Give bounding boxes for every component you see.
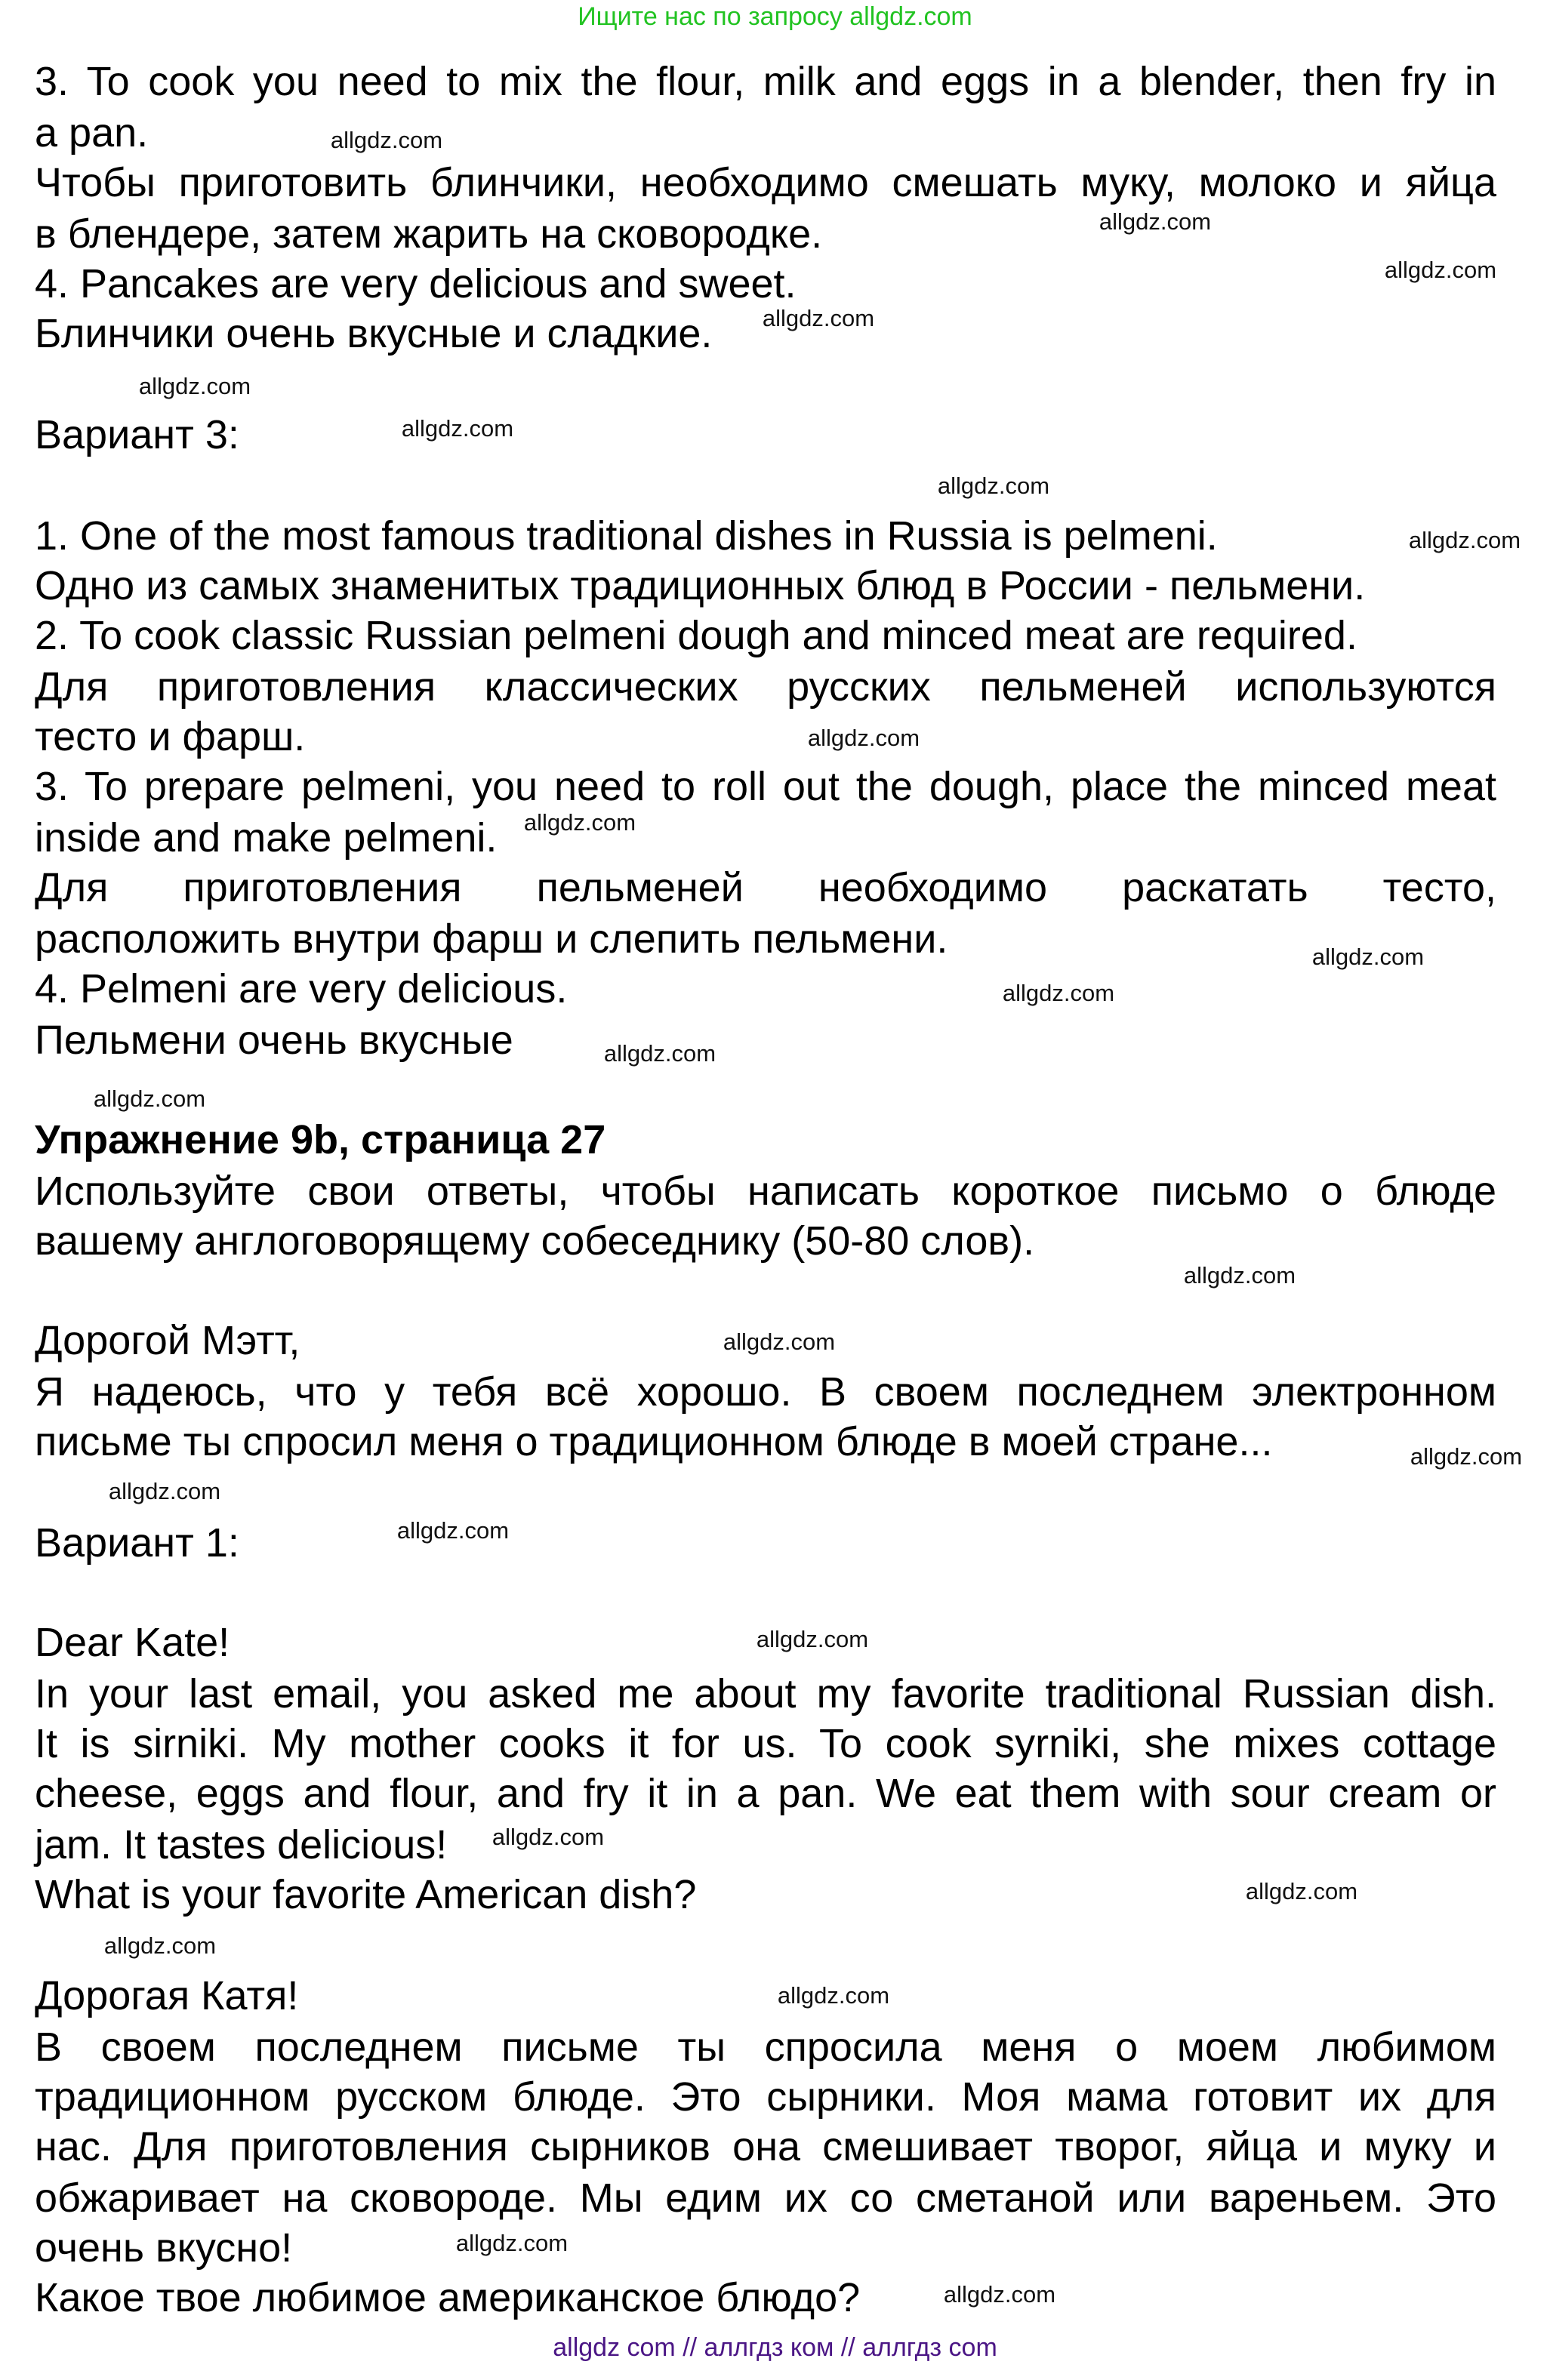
footer-banner[interactable]: allgdz com // аллгдз ком // аллгдз com (553, 2333, 997, 2362)
watermark: allgdz.com (777, 1982, 890, 2009)
text-line: In your last email, you asked me about my favorite traditional Russian dish. (35, 1671, 1496, 1716)
text-line: в блендере, затем жарить на сковородке. (35, 211, 823, 257)
text-line: jam. It tastes delicious! (35, 1822, 448, 1867)
watermark: allgdz.com (603, 1040, 716, 1067)
watermark: allgdz.com (330, 127, 443, 153)
text-line: Для приготовления классических русских пельменей используются (35, 664, 1496, 710)
text-line: Пельмени очень вкусные (35, 1018, 513, 1063)
text-line: Дорогая Катя! (35, 1973, 299, 2018)
text-line: What is your favorite American dish? (35, 1872, 697, 1917)
text-line: 3. To prepare pelmeni, you need to roll out the dough, place the minced meat (35, 764, 1496, 809)
text-line: 4. Pelmeni are very delicious. (35, 966, 568, 1011)
text-line: 3. To cook you need to mix the flour, milk and eggs in a blender, then fry in (35, 59, 1496, 104)
text-line: Вариант 1: (35, 1520, 239, 1566)
watermark: allgdz.com (1410, 1443, 1523, 1470)
watermark: allgdz.com (401, 415, 514, 442)
watermark: allgdz.com (762, 305, 875, 331)
watermark: allgdz.com (1002, 980, 1115, 1006)
watermark: allgdz.com (937, 473, 1050, 499)
text-line: Одно из самых знаменитых традиционных блюд в России - пельмени. (35, 563, 1366, 608)
text-line: Используйте свои ответы, чтобы написать короткое письмо о блюде (35, 1168, 1496, 1214)
watermark: allgdz.com (108, 1478, 221, 1504)
watermark: allgdz.com (1311, 944, 1425, 970)
watermark: allgdz.com (1384, 257, 1497, 283)
watermark: allgdz.com (1183, 1262, 1296, 1289)
text-line: обжаривает на сковороде. Мы едим их со сметаной или вареньем. Это (35, 2175, 1496, 2221)
text-line: нас. Для приготовления сырников она смешивает творог, яйца и муку и (35, 2124, 1496, 2169)
watermark: allgdz.com (723, 1329, 836, 1355)
watermark: allgdz.com (1099, 208, 1212, 235)
watermark: allgdz.com (138, 373, 251, 399)
text-line: Для приготовления пельменей необходимо раскатать тесто, (35, 865, 1496, 910)
watermark: allgdz.com (523, 809, 636, 836)
watermark: allgdz.com (93, 1085, 206, 1112)
watermark: allgdz.com (455, 2230, 569, 2256)
watermark: allgdz.com (1408, 527, 1521, 553)
watermark: allgdz.com (492, 1824, 605, 1850)
text-line: 2. To cook classic Russian pelmeni dough and minced meat are required. (35, 613, 1357, 658)
watermark: allgdz.com (943, 2281, 1056, 2308)
text-line: Dear Kate! (35, 1620, 230, 1665)
text-line: Какое твое любимое американское блюдо? (35, 2275, 861, 2320)
watermark: allgdz.com (103, 1932, 217, 1959)
watermark: allgdz.com (756, 1626, 869, 1652)
text-line: a pan. (35, 110, 149, 155)
text-line: Блинчики очень вкусные и сладкие. (35, 311, 713, 356)
text-line: В своем последнем письме ты спросила меня о моем любимом (35, 2024, 1496, 2070)
text-line: inside and make pelmeni. (35, 815, 498, 861)
text-line: Вариант 3: (35, 412, 239, 457)
watermark: allgdz.com (396, 1517, 510, 1544)
text-line: тесто и фарш. (35, 714, 306, 759)
section-heading: Упражнение 9b, страница 27 (35, 1117, 606, 1162)
text-line: вашему англоговорящему собеседнику (50-80 слов). (35, 1218, 1035, 1264)
header-banner[interactable]: Ищите нас по запросу allgdz.com (578, 2, 972, 31)
text-line: cheese, eggs and flour, and fry it in a pan. We eat them with sour cream or (35, 1771, 1496, 1816)
text-line: письме ты спросил меня о традиционном блюде в моей стране... (35, 1419, 1273, 1464)
text-line: It is sirniki. My mother cooks it for us. To cook syrniki, she mixes cottage (35, 1721, 1496, 1766)
text-line: традиционном русском блюде. Это сырники. Моя мама готовит их для (35, 2074, 1496, 2120)
text-line: Дорогой Мэтт, (35, 1318, 300, 1363)
text-line: 4. Pancakes are very delicious and sweet. (35, 261, 797, 306)
watermark: allgdz.com (807, 725, 920, 751)
text-line: Я надеюсь, что у тебя всё хорошо. В своем последнем электронном (35, 1369, 1496, 1415)
text-line: Чтобы приготовить блинчики, необходимо смешать муку, молоко и яйца (35, 160, 1496, 205)
text-line: очень вкусно! (35, 2225, 293, 2271)
watermark: allgdz.com (1245, 1878, 1358, 1904)
text-line: расположить внутри фарш и слепить пельмени. (35, 916, 948, 962)
text-line: 1. One of the most famous traditional dishes in Russia is pelmeni. (35, 513, 1218, 559)
